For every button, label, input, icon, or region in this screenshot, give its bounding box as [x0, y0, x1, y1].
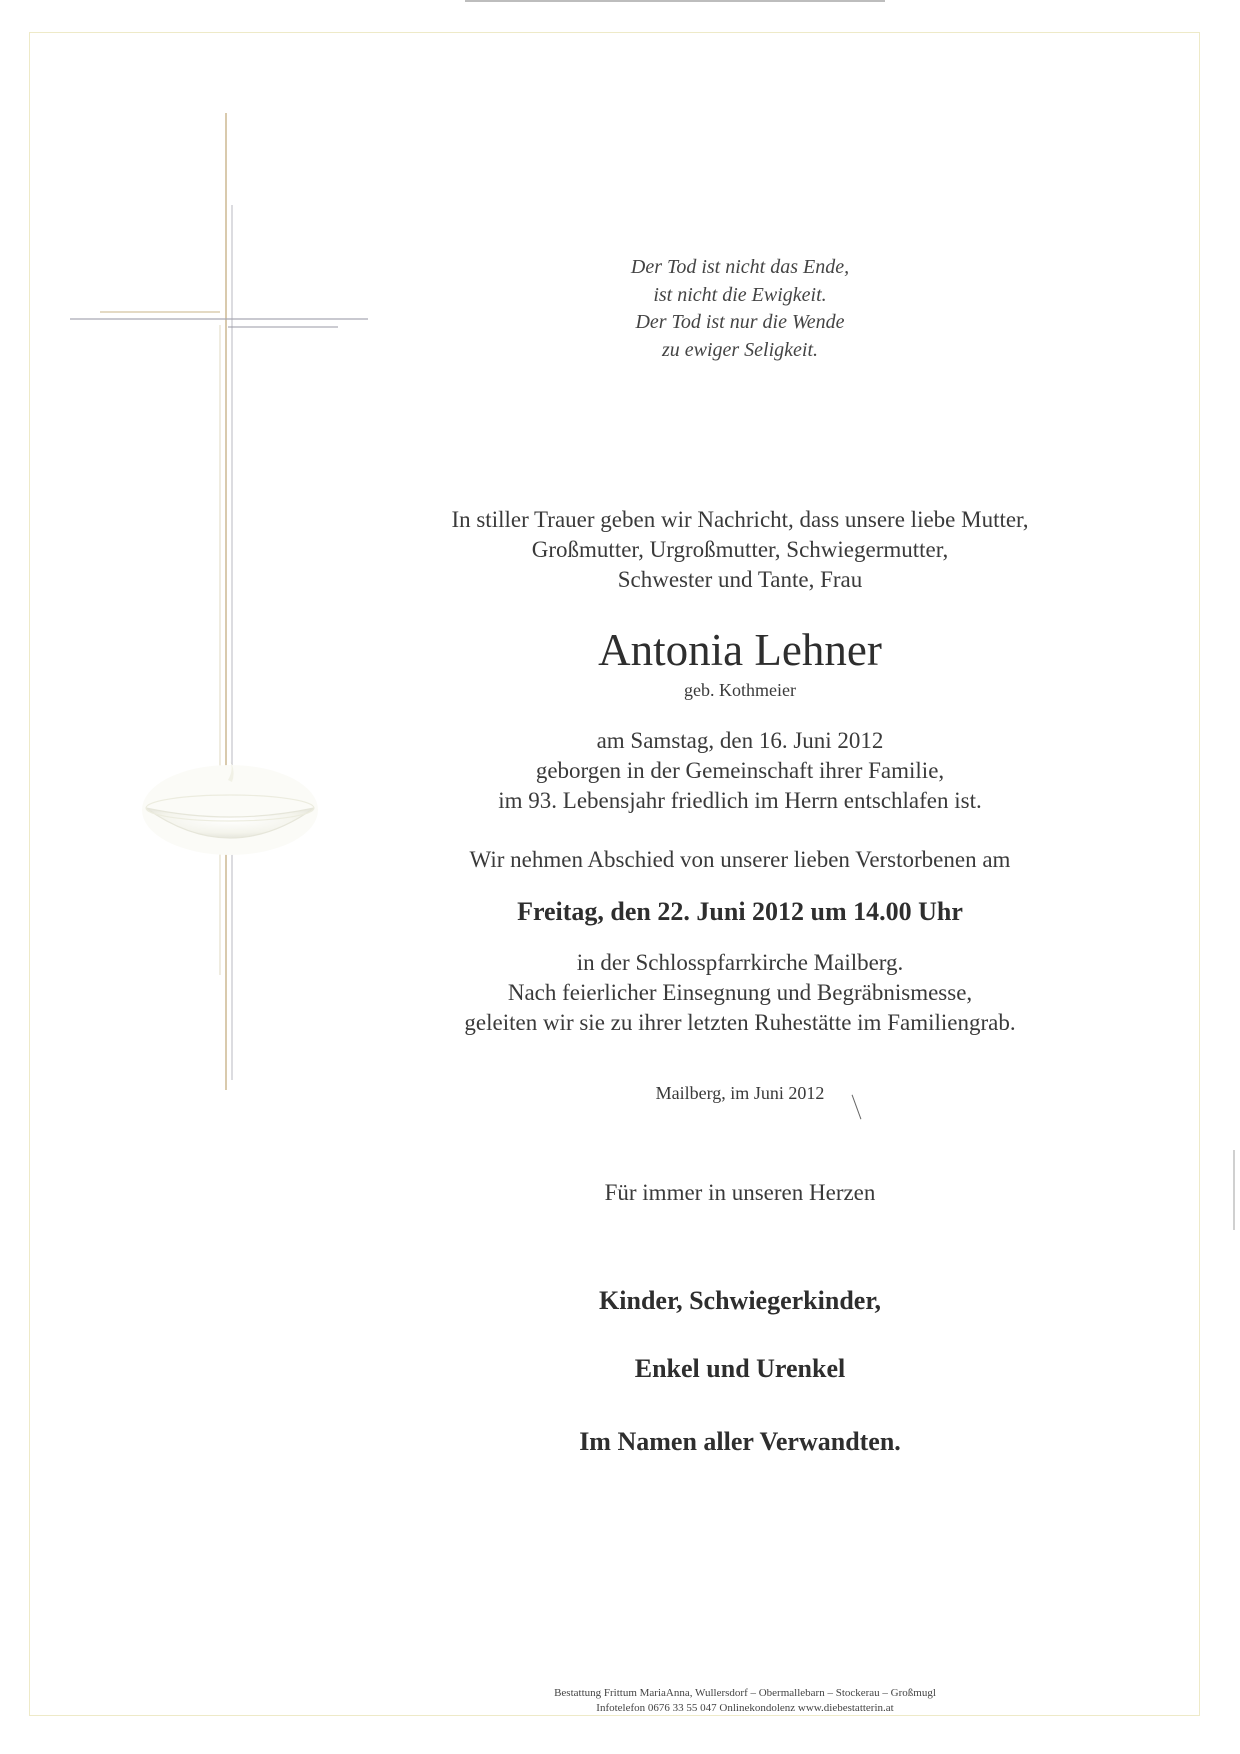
footer [400, 1686, 1090, 1716]
death-line: am Samstag, den 16. Juni 2012 [596, 728, 884, 753]
scan-edge-top [465, 0, 885, 2]
poem [400, 254, 1080, 364]
footer-line: Infotelefon 0676 33 55 047 Onlinekondolenz www.diebestatterin.at [596, 1702, 894, 1714]
poem-line: zu ewiger Seligkeit. [661, 338, 819, 361]
funeral-location [400, 948, 1080, 1038]
place-date: Mailberg, im Juni 2012 [655, 1083, 825, 1103]
footer-line: Bestattung Frittum MariaAnna, Wullersdorf – Obermallebarn – Stockerau – Großmugl [554, 1687, 936, 1699]
mourner-line: Im Namen aller Verwandten. [579, 1427, 901, 1456]
scan-edge-right [1233, 1150, 1235, 1230]
maiden-name: geb. Kothmeier [684, 680, 796, 700]
intro-line: Schwester und Tante, Frau [617, 567, 863, 592]
location-line: geleiten wir sie zu ihrer letzten Ruhestätte im Familiengrab. [464, 1010, 1016, 1035]
mourner-line: Kinder, Schwiegerkinder, [599, 1286, 881, 1315]
death-paragraph [400, 726, 1080, 816]
poem-line: Der Tod ist nur die Wende [635, 311, 845, 333]
location-line: Nach feierlicher Einsegnung und Begräbnismesse, [507, 980, 973, 1005]
location-line: in der Schlosspfarrkirche Mailberg. [576, 950, 904, 975]
intro-paragraph [400, 505, 1080, 595]
intro-line: Großmutter, Urgroßmutter, Schwiegermutter, [531, 537, 949, 562]
candle-bowl-icon [138, 740, 323, 870]
death-line: im 93. Lebensjahr friedlich im Herrn entschlafen ist. [498, 788, 982, 813]
deceased-name: Antonia Lehner [598, 625, 882, 675]
mourner-line: Enkel und Urenkel [634, 1354, 846, 1383]
poem-line: Der Tod ist nicht das Ende, [630, 256, 850, 278]
death-line: geborgen in der Gemeinschaft ihrer Familie, [535, 758, 945, 783]
closing-text: Für immer in unseren Herzen [604, 1180, 876, 1205]
intro-line: In stiller Trauer geben wir Nachricht, dass unsere liebe Mutter, [451, 507, 1029, 532]
farewell-text: Wir nehmen Abschied von unserer lieben Verstorbenen am [469, 847, 1011, 872]
funeral-date: Freitag, den 22. Juni 2012 um 14.00 Uhr [517, 897, 963, 926]
poem-line: ist nicht die Ewigkeit. [653, 283, 827, 306]
cross-icon [70, 105, 380, 1095]
